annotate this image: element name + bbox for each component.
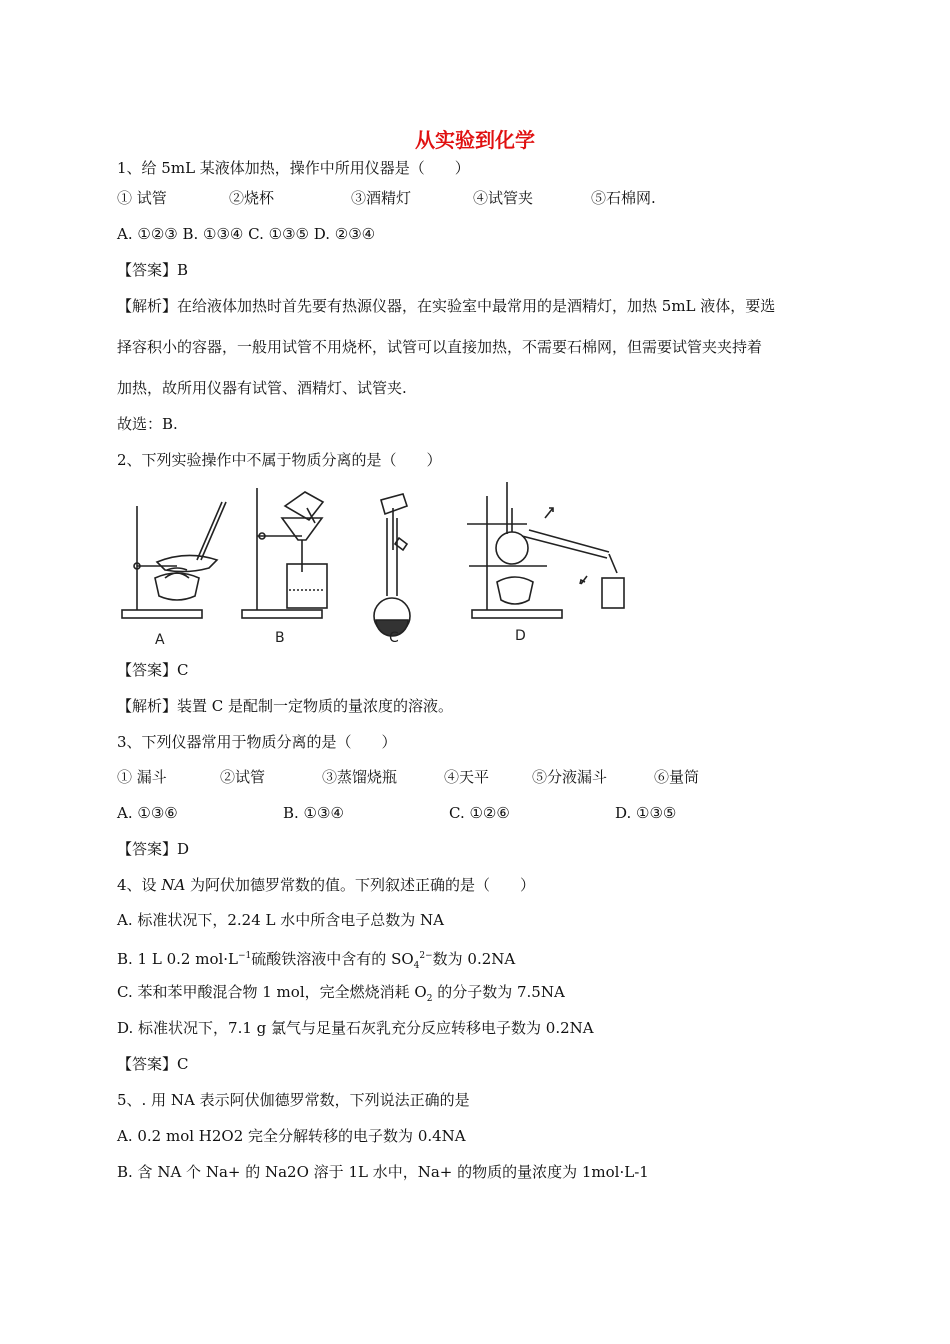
q4-b-sup-2: 2− [419,951,433,961]
apparatus-b-filtration [242,488,327,618]
q4-b-part-3: 数为 0.2NA [432,950,516,968]
q3-choices [117,803,676,823]
document-title: 从实验到化学 [415,128,535,152]
q1-analysis-line-1: 【解析】在给液体加热时首先要有热源仪器，在实验室中最常用的是酒精灯，加热 5mL 液体，要选 [117,297,776,315]
q4-answer: 【答案】C [117,1055,189,1073]
q5-stem: 5、. 用 NA 表示阿伏伽德罗常数，下列说法正确的是 [117,1091,470,1109]
q2-answer: 【答案】C [117,661,189,679]
q1-analysis-line-3: 加热，故所用仪器有试管、酒精灯、试管夹. [117,379,407,397]
q3-items [117,767,699,787]
q4-option-b [117,946,515,976]
q1-items [117,188,656,208]
apparatus-label-b: B [275,630,285,646]
q2-apparatus-svg [117,478,637,650]
q1-stem: 1、给 5mL 某液体加热，操作中所用仪器是（ ） [117,159,470,177]
q1-item-2: ②烧杯 [229,189,275,207]
q3-choice-b: B. ①③④ [283,804,344,822]
q4-option-a: A. 标准状况下，2.24 L 水中所含电子总数为 NA [117,911,444,929]
q3-item-4: ④天平 [444,768,490,786]
q1-item-4: ④试管夹 [473,189,534,207]
q4-c-sub: 2 [426,994,433,1004]
q3-item-5: ⑤分液漏斗 [532,768,608,786]
q4-option-c [117,982,565,1009]
apparatus-c-volumetric-flask [374,494,410,636]
q2-analysis: 【解析】装置 C 是配制一定物质的量浓度的溶液。 [117,697,454,715]
q4-b-sub: 4 [413,961,420,971]
q4-option-d: D. 标准状况下，7.1 g 氯气与足量石灰乳充分反应转移电子数为 0.2NA [117,1019,594,1037]
q4-b-sup-1: −1 [238,951,252,961]
q1-analysis-line-2: 择容积小的容器，一般用试管不用烧杯，试管可以直接加热，不需要石棉网，但需要试管夹夹持着 [117,338,763,356]
q3-item-3: ③蒸馏烧瓶 [322,768,398,786]
apparatus-label-a: A [155,632,165,648]
q1-conclusion: 故选：B. [117,415,178,433]
q4-c-part-1: C. 苯和苯甲酸混合物 1 mol，完全燃烧消耗 O [117,983,427,1001]
q4-stem-na: NA [161,876,186,894]
apparatus-d-distillation [467,482,624,618]
q2-apparatus-figure [117,478,637,650]
q3-item-2: ②试管 [220,768,266,786]
apparatus-label-c: C [389,630,399,646]
q1-choices: A. ①②③ B. ①③④ C. ①③⑤ D. ②③④ [117,225,376,243]
q5-option-b: B. 含 NA 个 Na+ 的 Na2O 溶于 1L 水中，Na+ 的物质的量浓度为 1mol·L-1 [117,1163,649,1181]
apparatus-label-d: D [515,628,526,644]
q4-b-part-1: B. 1 L 0.2 mol·L [117,950,239,968]
q4-b-part-2: 硫酸铁溶液中含有的 SO [251,950,414,968]
q3-choice-a: A. ①③⑥ [117,804,178,822]
q3-item-1: ① 漏斗 [117,768,167,786]
q1-item-3: ③酒精灯 [351,189,412,207]
q3-choice-c: C. ①②⑥ [449,804,510,822]
q2-stem: 2、下列实验操作中不属于物质分离的是（ ） [117,451,442,469]
q1-answer: 【答案】B [117,261,189,279]
q3-answer: 【答案】D [117,840,190,858]
q3-choice-d: D. ①③⑤ [615,804,677,822]
q4-stem-suffix: 为阿伏加德罗常数的值。下列叙述正确的是（ ） [185,876,536,894]
q4-stem [117,875,535,895]
q4-stem-prefix: 4、设 [117,876,162,894]
q3-item-6: ⑥量筒 [654,768,700,786]
q1-item-1: ① 试管 [117,189,167,207]
q1-item-5: ⑤石棉网. [591,189,656,207]
q5-option-a: A. 0.2 mol H2O2 完全分解转移的电子数为 0.4NA [117,1127,466,1145]
q3-stem: 3、下列仪器常用于物质分离的是（ ） [117,733,397,751]
q4-c-part-2: 的分子数为 7.5NA [432,983,565,1001]
apparatus-a-evaporation [122,502,226,618]
